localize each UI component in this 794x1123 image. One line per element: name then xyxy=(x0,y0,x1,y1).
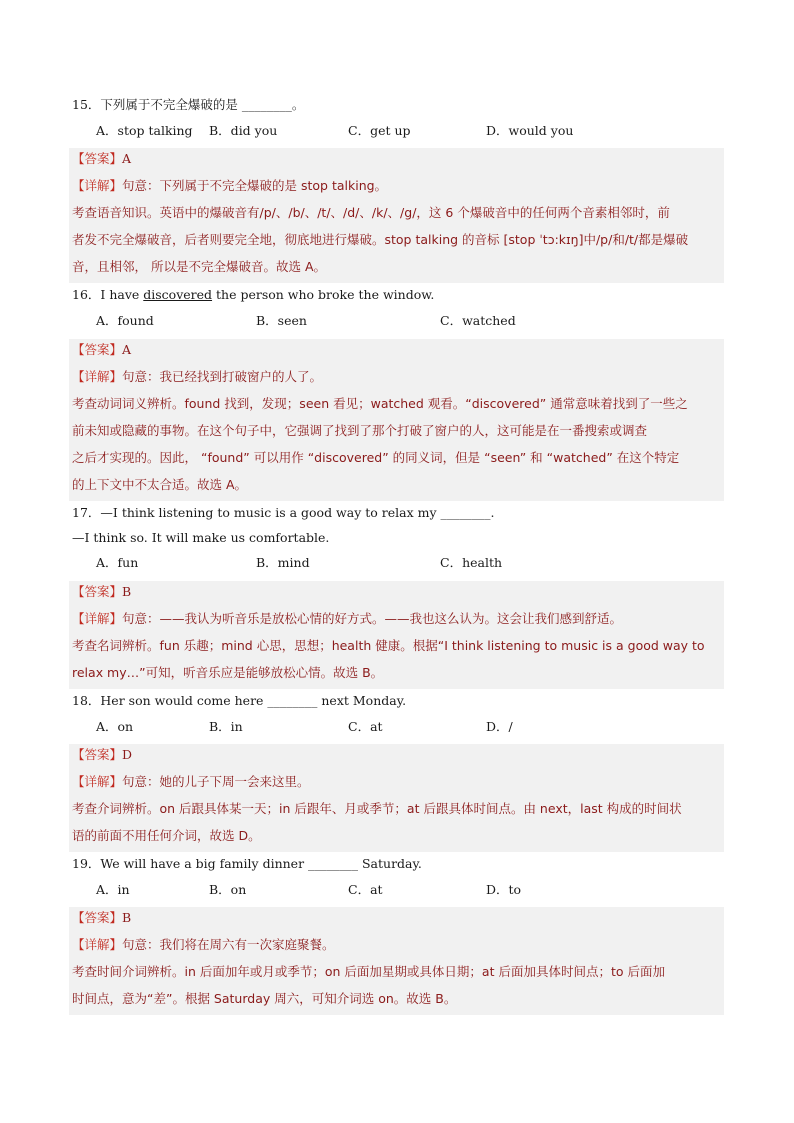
answer-value: B xyxy=(122,910,132,925)
detail-line: relax my…”可知，听音乐应是能够放松心情。故选 B。 xyxy=(72,665,384,680)
answer-block-18 xyxy=(69,744,724,852)
detail-first-line xyxy=(72,369,322,385)
option-c: C．watched xyxy=(440,313,516,328)
stem-text: the person who broke the window. xyxy=(212,287,435,302)
option-d: D．would you xyxy=(486,123,574,138)
detail-line: 者发不完全爆破音，后者则要完全地，彻底地进行爆破。stop talking 的音标 [stop ˈtɔ:kɪŋ]中/p/和/t/都是爆破 xyxy=(72,232,689,247)
detail-translation: 句意：——我认为听音乐是放松心情的好方式。——我也这么认为。这会让我们感到舒适。 xyxy=(122,611,623,626)
option-c: C．get up xyxy=(348,123,411,138)
option-b: B．on xyxy=(209,882,247,897)
answer-line xyxy=(72,747,132,763)
detail-tag: 【详解】 xyxy=(72,774,123,789)
underlined-word: discovered xyxy=(143,287,213,302)
answer-tag: 【答案】 xyxy=(72,584,123,599)
answer-tag: 【答案】 xyxy=(72,151,123,166)
option-c: C．at xyxy=(348,719,383,734)
detail-tag: 【详解】 xyxy=(72,369,123,384)
question-17-stem: 17．—I think listening to music is a good way to relax my ________. xyxy=(72,505,495,520)
option-b: B．mind xyxy=(256,555,310,570)
option-b: B．seen xyxy=(256,313,307,328)
detail-translation: 句意：下列属于不完全爆破的是 stop talking。 xyxy=(122,178,388,193)
answer-value: B xyxy=(122,584,132,599)
detail-translation: 句意：我已经找到打破窗户的人了。 xyxy=(122,369,323,384)
detail-first-line xyxy=(72,611,622,627)
detail-line: 语的前面不用任何介词，故选 D。 xyxy=(72,828,261,843)
detail-translation: 句意：我们将在周六有一次家庭聚餐。 xyxy=(122,937,335,952)
detail-tag: 【详解】 xyxy=(72,178,123,193)
option-a: A．fun xyxy=(96,555,139,570)
question-17-reply: —I think so. It will make us comfortable. xyxy=(72,530,330,545)
detail-translation: 句意：她的儿子下周一会来这里。 xyxy=(122,774,310,789)
question-18-options xyxy=(96,719,716,735)
option-a: A．found xyxy=(96,313,154,328)
stem-text: 16．I have xyxy=(72,287,144,302)
detail-line: 考查语音知识。英语中的爆破音有/p/、/b/、/t/、/d/、/k/、/g/，这 6 个爆破音中的任何两个音素相邻时，前 xyxy=(72,205,670,220)
answer-line xyxy=(72,342,131,358)
detail-first-line xyxy=(72,937,335,953)
answer-tag: 【答案】 xyxy=(72,910,123,925)
detail-line: 考查动词词义辨析。found 找到，发现；seen 看见；watched 观看。“discovered” 通常意味着找到了一些之 xyxy=(72,396,688,411)
question-18-stem: 18．Her son would come here ________ next Monday. xyxy=(72,693,407,708)
option-a: A．on xyxy=(96,719,134,734)
detail-line: 的上下文中不太合适。故选 A。 xyxy=(72,477,248,492)
detail-line: 前未知或隐藏的事物。在这个句子中，它强调了找到了那个打破了窗户的人，这可能是在一番搜索或调查 xyxy=(72,423,648,438)
detail-tag: 【详解】 xyxy=(72,611,123,626)
option-b: B．did you xyxy=(209,123,278,138)
question-16-stem xyxy=(72,287,434,303)
answer-block-17 xyxy=(69,581,724,689)
question-15-options xyxy=(96,123,716,139)
option-a: A．stop talking xyxy=(96,123,193,138)
option-c: C．health xyxy=(440,555,503,570)
option-c: C．at xyxy=(348,882,383,897)
answer-value: D xyxy=(122,747,133,762)
answer-value: A xyxy=(122,342,132,357)
answer-block-15 xyxy=(69,148,724,283)
answer-line xyxy=(72,584,131,600)
answer-tag: 【答案】 xyxy=(72,747,123,762)
question-16-options xyxy=(96,313,716,329)
detail-line: 考查介词辨析。on 后跟具体某一天；in 后跟年、月或季节；at 后跟具体时间点。由 next，last 构成的时间状 xyxy=(72,801,682,816)
answer-block-19 xyxy=(69,907,724,1015)
answer-value: A xyxy=(122,151,132,166)
detail-tag: 【详解】 xyxy=(72,937,123,952)
answer-tag: 【答案】 xyxy=(72,342,123,357)
option-b: B．in xyxy=(209,719,243,734)
answer-line xyxy=(72,151,131,167)
answer-line xyxy=(72,910,131,926)
detail-line: 考查时间介词辨析。in 后面加年或月或季节；on 后面加星期或具体日期；at 后面加具体时间点；to 后面加 xyxy=(72,964,665,979)
question-19-options xyxy=(96,882,716,898)
question-15-stem: 15．下列属于不完全爆破的是 ________。 xyxy=(72,97,305,112)
detail-line: 时间点，意为“差”。根据 Saturday 周六，可知介词选 on。故选 B。 xyxy=(72,991,457,1006)
question-17-options xyxy=(96,555,716,571)
question-19-stem: 19．We will have a big family dinner ________ Saturday. xyxy=(72,856,422,871)
detail-line: 之后才实现的。因此， “found” 可以用作 “discovered” 的同义词，但是 “seen” 和 “watched” 在这个特定 xyxy=(72,450,680,465)
detail-first-line xyxy=(72,178,387,194)
option-a: A．in xyxy=(96,882,130,897)
answer-block-16 xyxy=(69,339,724,501)
option-d: D．/ xyxy=(486,719,513,734)
option-d: D．to xyxy=(486,882,522,897)
detail-first-line xyxy=(72,774,310,790)
detail-line: 考查名词辨析。fun 乐趣；mind 心思，思想；health 健康。根据“I think listening to music is a good way to xyxy=(72,638,705,653)
detail-line: 音，且相邻， 所以是不完全爆破音。故选 A。 xyxy=(72,259,326,274)
